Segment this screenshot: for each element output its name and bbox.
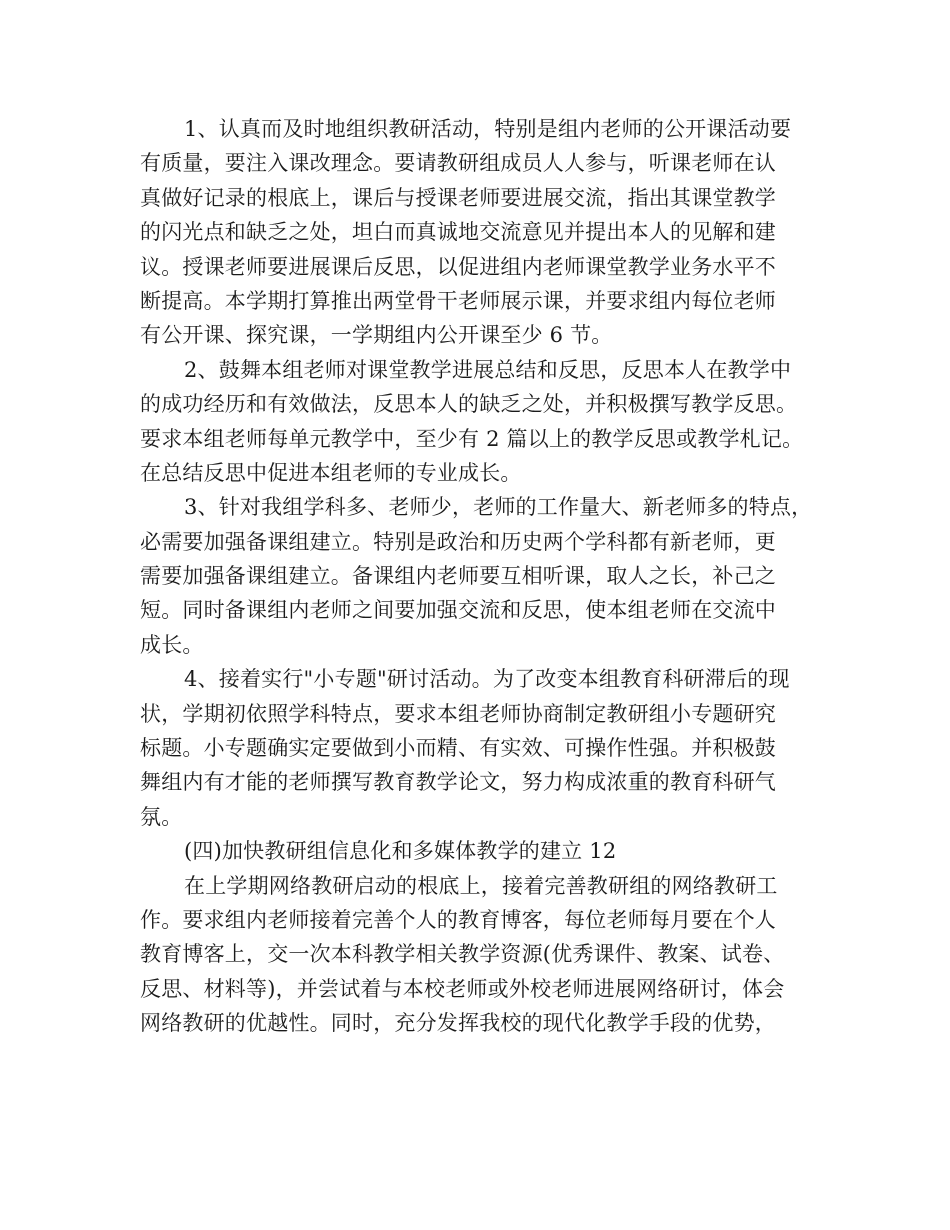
text-line: 舞组内有才能的老师撰写教育教学论文，努力构成浓重的教育科研气: [140, 770, 776, 795]
text-line: 断提高。本学期打算推出两堂骨干老师展示课，并要求组内每位老师: [140, 288, 776, 313]
text-line: 有公开课、探究课，一学期组内公开课至少 6 节。: [140, 323, 613, 348]
paragraph-item-1: [140, 112, 820, 353]
text-line: 标题。小专题确实定要做到小而精、有实效、可操作性强。并积极鼓: [140, 736, 776, 761]
text-line: 2、鼓舞本组老师对课堂教学进展总结和反思，反思本人在教学中: [184, 357, 792, 382]
text-line: 在上学期网络教研启动的根底上，接着完善教研组的网络教研工: [184, 873, 778, 898]
text-line: 议。授课老师要进展课后反思，以促进组内老师课堂教学业务水平不: [140, 254, 776, 279]
text-line: 的闪光点和缺乏之处，坦白而真诚地交流意见并提出本人的见解和建: [140, 220, 776, 245]
text-line: 必需要加强备课组建立。特别是政治和历史两个学科都有新老师，更: [140, 529, 776, 554]
paragraph-item-3: [140, 490, 820, 662]
text-line: 在总结反思中促进本组老师的专业成长。: [140, 460, 522, 485]
text-line: 状，学期初依照学科特点，要求本组老师协商制定教研组小专题研究: [140, 701, 776, 726]
paragraph-item-4: [140, 662, 820, 834]
heading-line: (四)加快教研组信息化和多媒体教学的建立 12: [184, 839, 617, 864]
text-line: 教育博客上，交一次本科教学相关教学资源(优秀课件、教案、试卷、: [140, 942, 785, 967]
text-line: 有质量，要注入课改理念。要请教研组成员人人参与，听课老师在认: [140, 151, 776, 176]
text-line: 作。要求组内老师接着完善个人的教育博客，每位老师每月要在个人: [140, 907, 776, 932]
text-line: 反思、材料等)，并尝试着与本校老师或外校老师进展网络研讨，体会: [140, 976, 785, 1001]
text-line: 短。同时备课组内老师之间要加强交流和反思，使本组老师在交流中: [140, 598, 776, 623]
text-line: 网络教研的优越性。同时，充分发挥我校的现代化教学手段的优势，: [140, 1011, 776, 1036]
paragraph-item-2: [140, 353, 820, 491]
text-line: 需要加强备课组建立。备课组内老师要互相听课，取人之长，补己之: [140, 564, 776, 589]
paragraph-item-5: [140, 869, 820, 1041]
document-body: [140, 112, 820, 1041]
text-line: 氛。: [140, 804, 183, 829]
section-heading: [140, 834, 820, 868]
text-line: 要求本组老师每单元教学中，至少有 2 篇以上的教学反思或教学札记。: [140, 426, 804, 451]
text-line: 的成功经历和有效做法，反思本人的缺乏之处，并积极撰写教学反思。: [140, 392, 798, 417]
text-line: 4、接着实行"小专题"研讨活动。为了改变本组教育科研滞后的现: [184, 667, 790, 692]
text-line: 3、针对我组学科多、老师少，老师的工作量大、新老师多的特点，: [184, 495, 813, 520]
text-line: 成长。: [140, 632, 204, 657]
text-line: 1、认真而及时地组织教研活动，特别是组内老师的公开课活动要: [184, 117, 792, 141]
text-line: 真做好记录的根底上，课后与授课老师要进展交流，指出其课堂教学: [140, 185, 776, 210]
